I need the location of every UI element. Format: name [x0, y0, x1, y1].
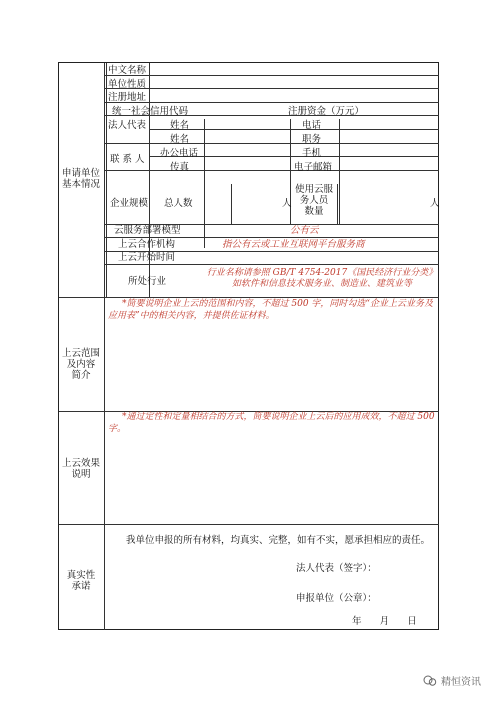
label-industry: 所处行业 [128, 276, 167, 287]
promise-statement: 我单位申报的所有材料，均真实、完整，如有不实，愿承担相应的责任。 [126, 535, 431, 546]
label-legal-rep: 法人代表 [108, 120, 147, 131]
label-cn-name: 中文名称 [108, 65, 147, 76]
row-line-2 [105, 88, 439, 89]
col-divider-f [231, 184, 232, 224]
deploy-model-value: 公有云 [290, 225, 319, 236]
label-office-phone: 办公电话 [160, 148, 199, 159]
label-email: 电子邮箱 [294, 162, 333, 173]
date-line: 年 月 日 [352, 616, 417, 627]
section-line-3 [59, 524, 439, 525]
row-line-3 [105, 102, 439, 103]
label-mobile: 手机 [302, 148, 322, 159]
label-unit-nature: 单位性质 [108, 79, 147, 90]
section-authenticity: 真实性 承诺 [66, 570, 96, 592]
unit-seal: 申报单位（公章）： [296, 593, 377, 604]
label-phone: 电话 [302, 120, 322, 131]
label-deploy-model: 云服务部署模型 [114, 225, 181, 236]
label-total-staff: 总人数 [164, 198, 193, 209]
col-divider-section [104, 63, 105, 630]
row-line-6 [105, 143, 439, 144]
unit-person-2: 人 [430, 198, 440, 209]
label-position: 职务 [302, 134, 322, 145]
label-name2: 姓名 [170, 134, 190, 145]
label-partner: 上云合作机构 [118, 239, 176, 250]
col-divider-c [204, 119, 205, 248]
label-credit-code: 统一社会信用代码 [112, 106, 189, 117]
legal-rep-signature: 法人代表（签字）： [296, 563, 377, 574]
row-line-1 [105, 75, 439, 76]
watermark [423, 673, 481, 688]
label-start-time: 上云开始时间 [118, 252, 176, 263]
section-scope: 上云范围 及内容 简介 [61, 348, 100, 381]
label-contact: 联 系 人 [110, 154, 145, 165]
unit-person-1: 人 [282, 198, 292, 209]
scope-note: *简要说明企业上云的范围和内容，不超过 500 字，同时勾选“企业上云业务及应用表”中的相关内容，并提供佐证材料。 [108, 299, 434, 321]
row-line-8 [105, 170, 439, 171]
effect-note: *通过定性和定量相结合的方式，简要说明企业上云后的应用成效，不超过 500 字。 [108, 412, 435, 434]
chat-bubble-icon [423, 674, 437, 688]
row-line-5 [149, 129, 439, 130]
partner-value: 指公有云或工业互联网平台服务商 [222, 239, 365, 250]
section-effect: 上云效果 说明 [61, 458, 100, 480]
label-cloud-staff: 使用云服 务人员 数量 [294, 184, 333, 217]
row-line-12 [105, 264, 439, 265]
col-divider-a [106, 63, 107, 297]
label-reg-address: 注册地址 [108, 92, 147, 103]
watermark-text: 精恒资讯 [441, 677, 481, 688]
label-scale: 企业规模 [110, 198, 149, 209]
industry-value: 行业名称请参照 GB/T 4754-2017《国民经济行业分类》 如软件和信息技术服务业、制造业、建筑业等 [206, 268, 438, 289]
label-fax: 传真 [170, 162, 190, 173]
row-line-10 [105, 237, 439, 238]
label-reg-capital: 注册资金（万元） [288, 106, 365, 117]
label-name1: 姓名 [170, 120, 190, 131]
section-basic-info: 申请单位 基本情况 [61, 168, 100, 190]
